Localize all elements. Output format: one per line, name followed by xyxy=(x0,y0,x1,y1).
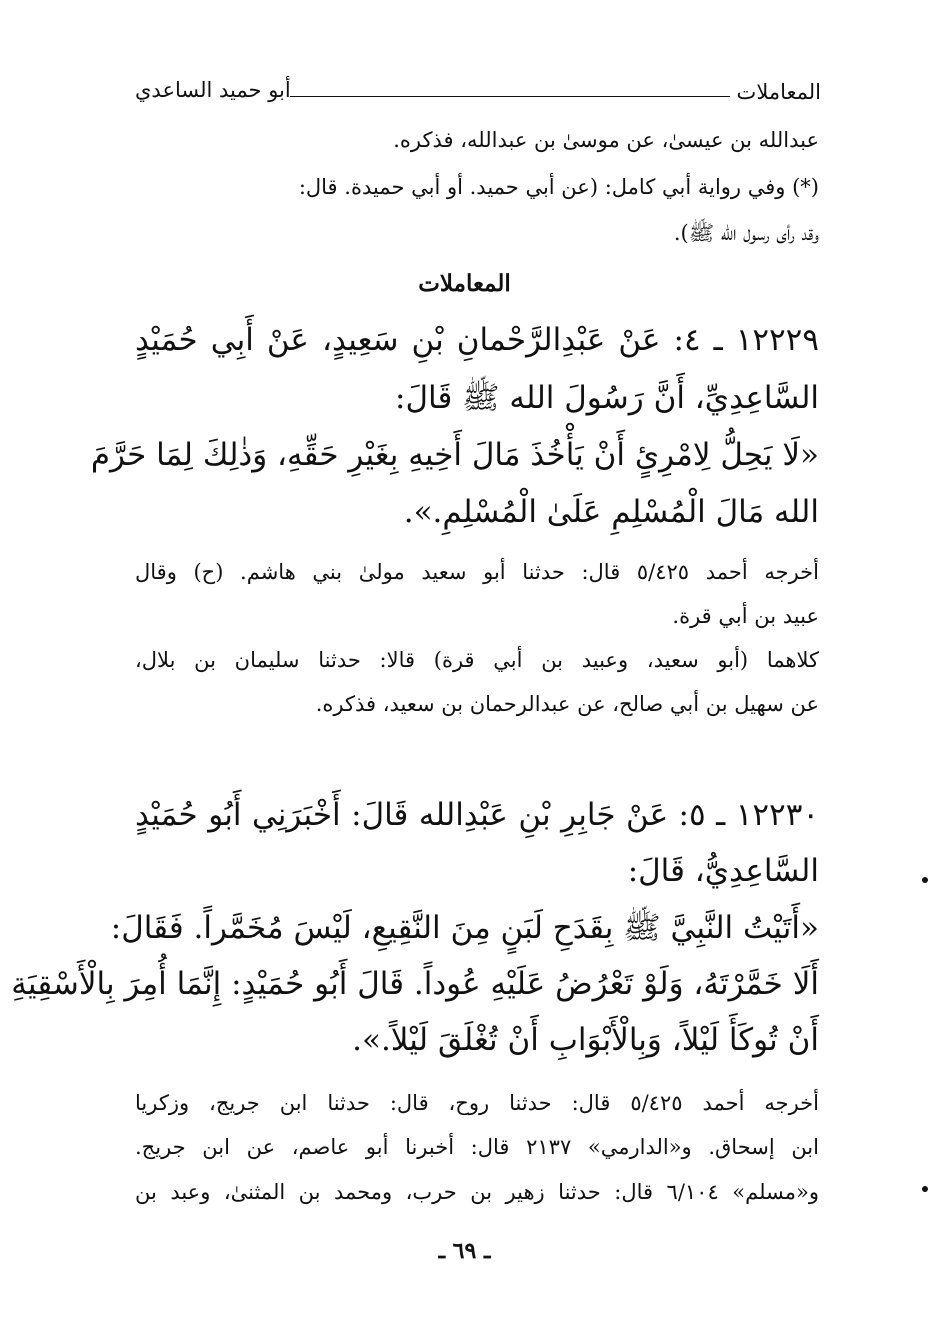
running-header-chapter: المعاملات xyxy=(736,80,821,104)
hadith2-note-1: أخرجه أحمد ٥/٤٢٥ قال: حدثنا روح، قال: حدثنا ابن جريج، وزكريا xyxy=(135,1091,820,1115)
hadith1-line-1: ١٢٢٢٩ ـ ٤: عَنْ عَبْدِالرَّحْمانِ بْنِ سَعِيدٍ، عَنْ أَبِي حُمَيْدٍ xyxy=(135,322,819,358)
hadith1-line-4: الله مَالَ الْمُسْلِمِ عَلَىٰ الْمُسْلِمِ.». xyxy=(403,494,819,530)
margin-mark xyxy=(922,877,928,883)
hadith2-line-2: السَّاعِدِيُّ، قَالَ: xyxy=(627,853,819,889)
hadith2-note-2: ابن إسحاق. و«الدارمي» ٢١٣٧ قال: أخبرنا أبو عاصم، عن ابن جريج. xyxy=(135,1135,819,1159)
intro-line-2: (*) وفي رواية أبي كامل: (عن أبي حميد. أو أبي حميدة. قال: xyxy=(298,175,819,199)
section-title: المعاملات xyxy=(418,270,511,297)
hadith1-note-4: عن سهيل بن أبي صالح، عن عبدالرحمان بن سعيد، فذكره. xyxy=(315,692,819,716)
header-rule xyxy=(290,96,730,97)
hadith1-note-3: كلاهما (أبو سعيد، وعبيد بن أبي قرة) قالا: حدثنا سليمان بن بلال، xyxy=(135,648,819,672)
hadith2-line-5: أَنْ تُوكَأَ لَيْلاً، وَبِالْأَبْوَابِ أَنْ تُغْلَقَ لَيْلاً.». xyxy=(352,1022,819,1058)
hadith1-line-2: السَّاعِدِيِّ، أَنَّ رَسُولَ الله ﷺ قَالَ: xyxy=(395,380,819,416)
hadith2-line-1: ١٢٢٣٠ ـ ٥: عَنْ جَابِرِ بْنِ عَبْدِالله قَالَ: أَخْبَرَنِي أَبُو حُمَيْدٍ xyxy=(135,797,820,833)
hadith1-line-3: «لَا يَحِلُّ لِامْرِئٍ أَنْ يَأْخُذَ مَالَ أَخِيهِ بِغَيْرِ حَقِّهِ، وَذٰلِكَ لِمَا حَرَّمَ xyxy=(90,437,819,473)
hadith2-note-3: و«مسلم» ٦/١٠٤ قال: حدثنا زهير بن حرب، ومحمد بن المثنىٰ، وعبد بن xyxy=(135,1180,819,1204)
hadith2-line-3: «أَتَيْتُ النَّبِيَّ ﷺ بِقَدَحِ لَبَنٍ مِنَ النَّقِيعِ، لَيْسَ مُخَمَّراً. فَقَالَ: xyxy=(110,910,819,946)
page-number: ـ ٦٩ ـ xyxy=(438,1238,491,1264)
intro-line-1: عبدالله بن عيسىٰ، عن موسىٰ بن عبدالله، فذكره. xyxy=(393,128,819,152)
hadith1-note-2: عبيد بن أبي قرة. xyxy=(672,604,819,628)
running-header-author: أبو حميد الساعدي xyxy=(135,78,291,102)
hadith1-note-1: أخرجه أحمد ٥/٤٢٥ قال: حدثنا أبو سعيد مولىٰ بني هاشم. (ح) وقال xyxy=(135,560,819,584)
hadith2-line-4: أَلَا خَمَّرْتَهُ، وَلَوْ تَعْرُضُ عَلَيْهِ عُوداً. قَالَ أَبُو حُمَيْدٍ: إِنَّمَا أُمِرَ بِالْأَسْقِيَةِ xyxy=(11,966,819,1002)
margin-mark xyxy=(922,1186,928,1192)
intro-line-3: وقد رأى رسول الله ﷺ). xyxy=(673,221,819,245)
